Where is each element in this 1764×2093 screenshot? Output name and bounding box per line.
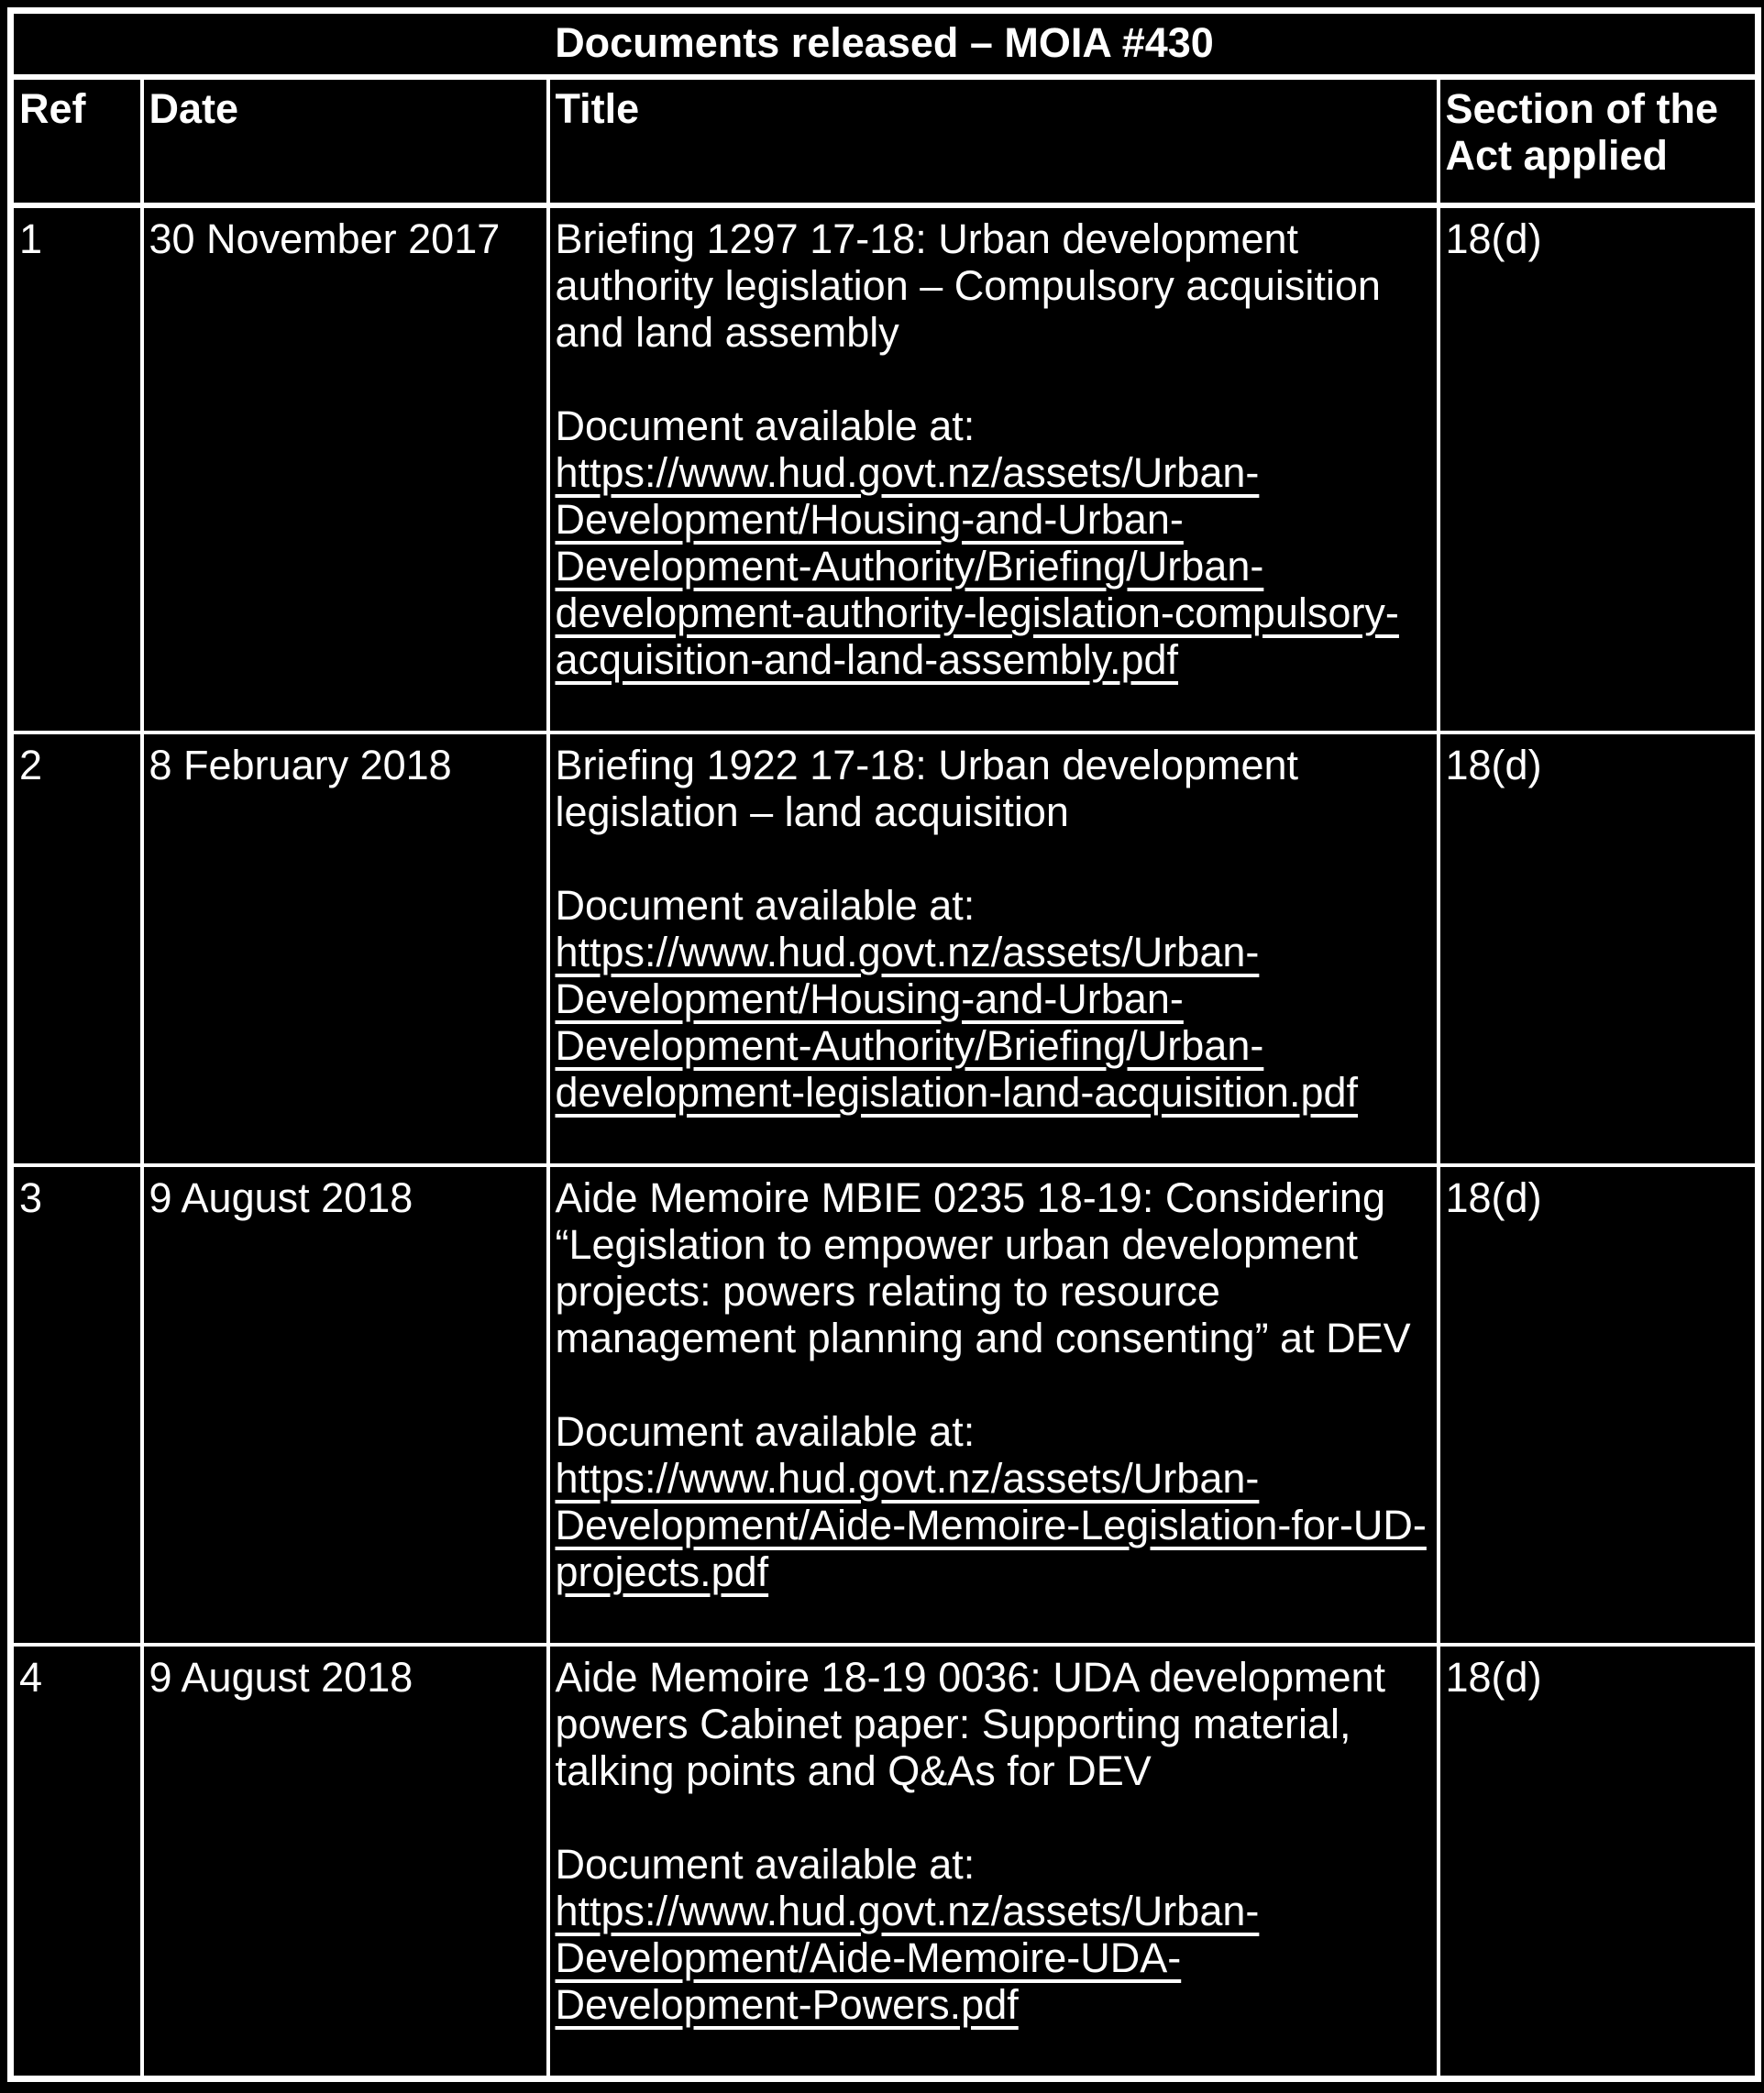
date-cell: 9 August 2018 [142,1165,548,1645]
url-line[interactable]: https://www.hud.govt.nz/assets/Urban- [555,929,1260,975]
document-link [556,449,1431,683]
url-line[interactable]: Development-Powers.pdf [555,1981,1019,2028]
section-cell: 18(d) [1439,1165,1758,1645]
document-title: Briefing 1922 17-18: Urban development legislation – land acquisition [555,742,1299,835]
url-line[interactable]: Development/Aide-Memoire-Legislation-for-UD- [555,1502,1427,1548]
url-line[interactable]: https://www.hud.govt.nz/assets/Urban- [555,1888,1260,1934]
column-header-title: Title [548,77,1439,205]
availability-label: Document available at: [555,1408,976,1455]
url-line[interactable]: https://www.hud.govt.nz/assets/Urban- [555,449,1260,496]
availability-label: Document available at: [555,882,976,929]
title-cell [548,733,1439,1165]
document-title: Aide Memoire 18-19 0036: UDA development powers Cabinet paper: Supporting material, talking points and Q&As for DEV [555,1654,1386,1794]
column-header-date: Date [142,77,548,205]
ref-cell: 2 [11,733,142,1165]
document-link [556,1888,1431,2028]
date-cell: 30 November 2017 [142,205,548,733]
table-title-row [11,11,1758,78]
section-cell: 18(d) [1439,205,1758,733]
url-line[interactable]: https://www.hud.govt.nz/assets/Urban- [555,1455,1260,1502]
table-row [11,1645,1758,2079]
title-cell [548,1645,1439,2079]
title-cell [548,1165,1439,1645]
document-title: Briefing 1297 17-18: Urban development authority legislation – Compulsory acquisition and land assembly [555,215,1381,356]
title-cell [548,205,1439,733]
document-link [556,1455,1431,1595]
date-cell: 9 August 2018 [142,1645,548,2079]
table-title: Documents released – MOIA #430 [11,11,1758,78]
url-line[interactable]: Development/Housing-and-Urban- [555,496,1184,543]
ref-cell: 1 [11,205,142,733]
url-line[interactable]: development-legislation-land-acquisition.pdf [555,1069,1359,1116]
table-header-row [11,77,1758,205]
url-line[interactable]: projects.pdf [555,1548,769,1595]
column-header-ref: Ref [11,77,142,205]
table-row [11,205,1758,733]
document-title: Aide Memoire MBIE 0235 18-19: Considering “Legislation to empower urban development projects: powers relating to resource management planning and consenting” at DEV [555,1174,1411,1361]
documents-table [7,7,1761,2082]
table-row [11,733,1758,1165]
section-cell: 18(d) [1439,1645,1758,2079]
availability-label: Document available at: [555,402,976,449]
url-line[interactable]: Development-Authority/Briefing/Urban- [555,1022,1264,1069]
date-cell: 8 February 2018 [142,733,548,1165]
ref-cell: 3 [11,1165,142,1645]
table-row [11,1165,1758,1645]
url-line[interactable]: Development-Authority/Briefing/Urban- [555,543,1264,589]
url-line[interactable]: acquisition-and-land-assembly.pdf [555,636,1179,683]
section-cell: 18(d) [1439,733,1758,1165]
table-body [11,205,1758,2079]
availability-label: Document available at: [555,1841,976,1888]
column-header-section: Section of the Act applied [1439,77,1758,205]
document-link [556,929,1431,1116]
url-line[interactable]: Development/Housing-and-Urban- [555,975,1184,1022]
ref-cell: 4 [11,1645,142,2079]
url-line[interactable]: Development/Aide-Memoire-UDA- [555,1934,1182,1981]
url-line[interactable]: development-authority-legislation-compulsory- [555,589,1399,636]
